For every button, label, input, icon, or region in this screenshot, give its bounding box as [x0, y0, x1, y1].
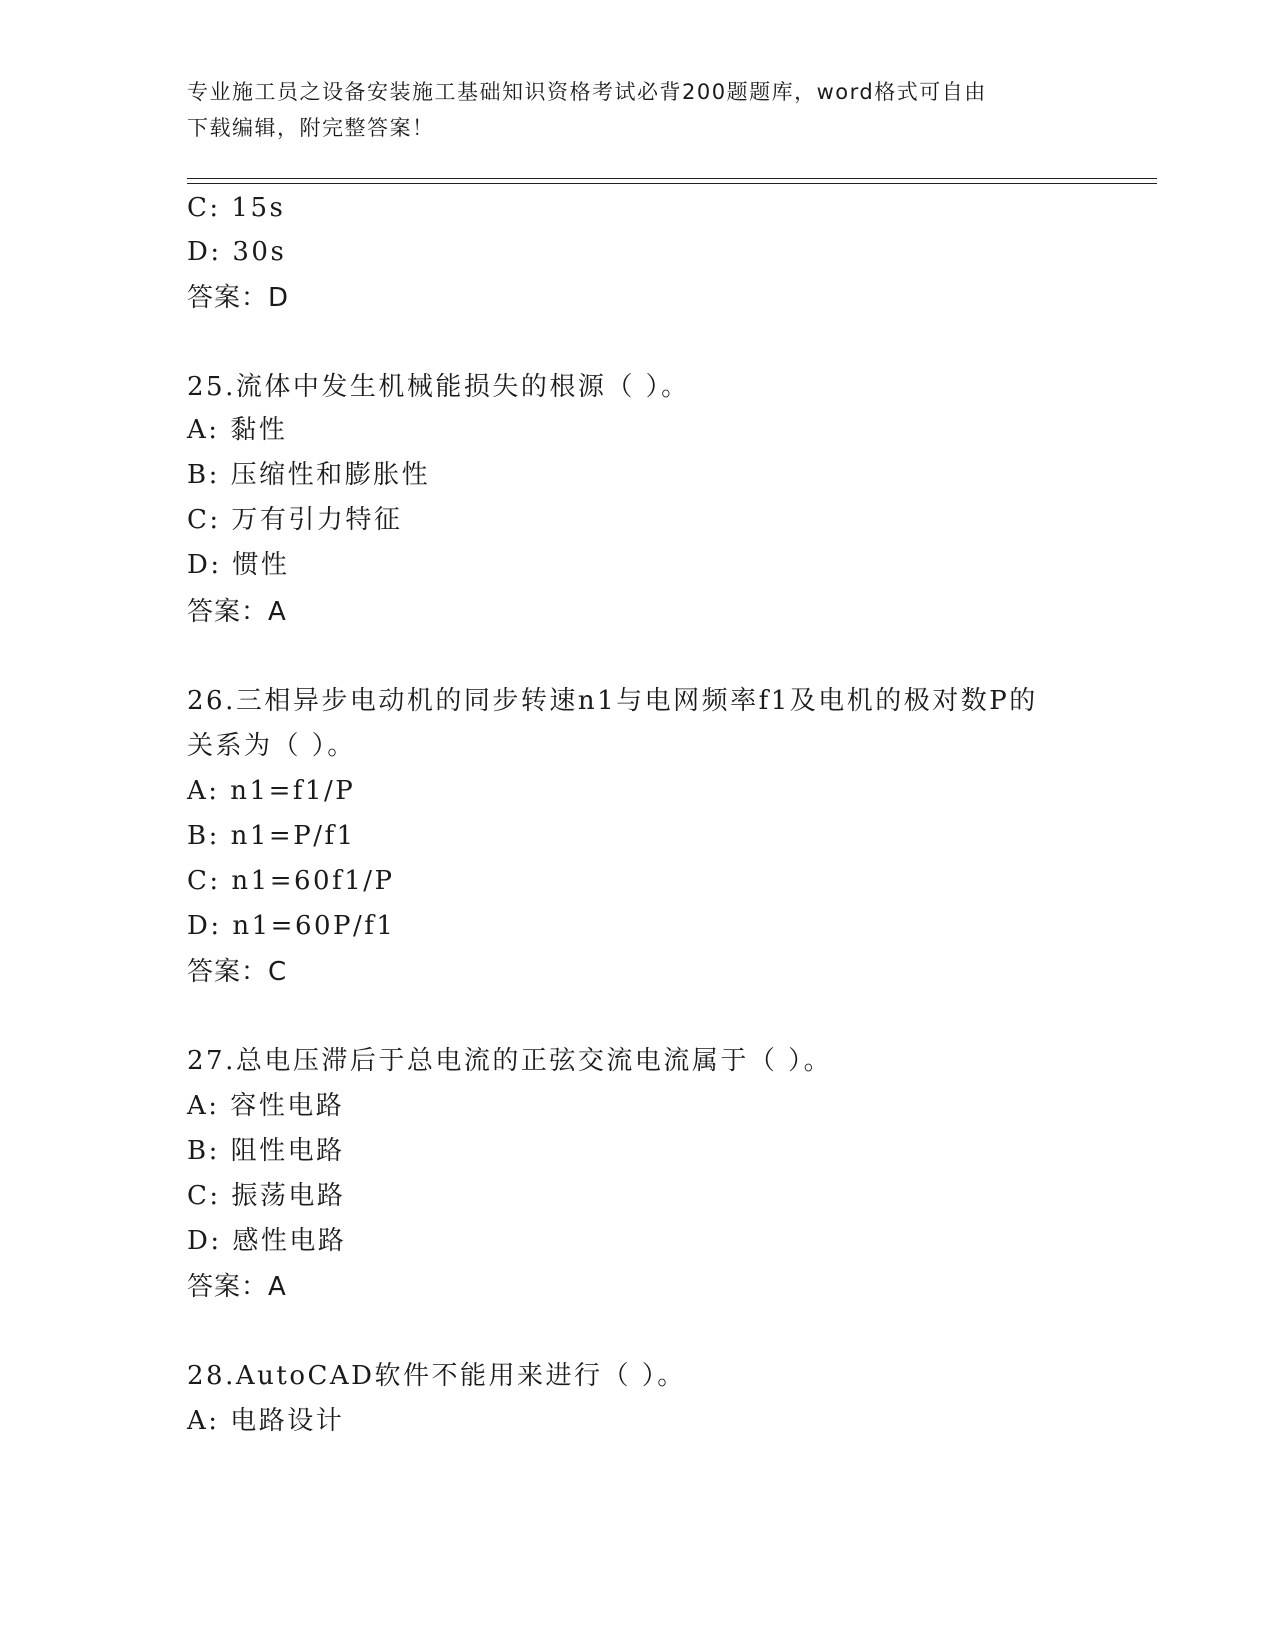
question-line: 28.AutoCAD软件不能用来进行（ ）。	[187, 1361, 686, 1391]
option-line: B: n1=P/f1	[187, 821, 356, 851]
option-line: A: 容性电路	[187, 1091, 345, 1121]
option-line: C: 万有引力特征	[187, 505, 403, 535]
option-line: A: n1=f1/P	[187, 776, 356, 806]
option-line: A: 电路设计	[187, 1406, 345, 1436]
question-line: 26.三相异步电动机的同步转速n1与电网频率f1及电机的极对数P的	[187, 686, 1038, 716]
answer-line: 答案：A	[187, 1272, 287, 1302]
answer-line: 答案：D	[187, 283, 290, 313]
option-line: D: 惯性	[187, 550, 290, 580]
header-line-2: 下载编辑，附完整答案！	[187, 116, 435, 140]
option-line: C: n1=60f1/P	[187, 866, 395, 896]
option-line: B: 阻性电路	[187, 1136, 345, 1166]
question-line: 关系为（ ）。	[187, 731, 356, 761]
header-line-1: 专业施工员之设备安装施工基础知识资格考试必背200题题库，word格式可自由	[187, 80, 987, 104]
answer-line: 答案：A	[187, 597, 287, 627]
option-line: A: 黏性	[187, 415, 288, 445]
header-divider-bottom	[187, 183, 1157, 184]
option-line: D: 30s	[187, 237, 287, 267]
question-line: 27.总电压滞后于总电流的正弦交流电流属于（ ）。	[187, 1046, 833, 1076]
header-divider-top	[187, 178, 1157, 179]
question-line: 25.流体中发生机械能损失的根源（ ）。	[187, 372, 690, 402]
option-line: C: 15s	[187, 193, 286, 223]
option-line: C: 振荡电路	[187, 1181, 346, 1211]
answer-line: 答案：C	[187, 957, 288, 987]
option-line: D: 感性电路	[187, 1226, 347, 1256]
document-header	[187, 74, 1077, 146]
option-line: D: n1=60P/f1	[187, 911, 396, 941]
option-line: B: 压缩性和膨胀性	[187, 460, 431, 490]
